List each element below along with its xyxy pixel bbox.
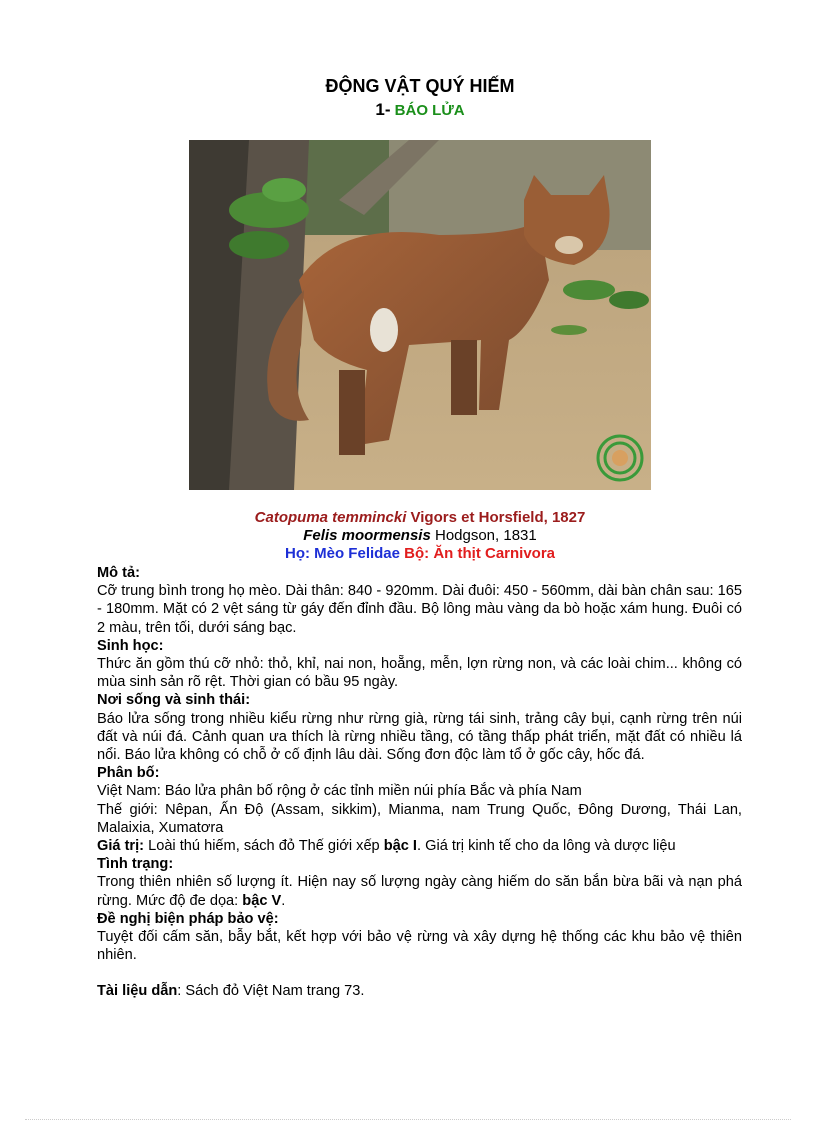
reference-text: : Sách đỏ Việt Nam trang 73. [177,983,365,1000]
scientific-name-synonym [0,527,816,544]
distribution-world: Thế giới: Nêpan, Ấn Độ (Assam, sikkim), Mianma, nam Trung Quốc, Đông Dương, Thái Lan, Malaixia, Xumatơra [97,801,742,836]
status-paragraph [97,873,742,909]
protection-text: Tuyệt đối cấm săn, bẫy bắt, kết hợp với bảo vệ rừng và xây dựng hệ thống các khu bảo vệ thiên nhiên. [97,929,742,964]
species-number: 1- [375,100,391,119]
order-label: Bộ: Ăn thịt Carnivora [404,545,556,562]
species-heading [0,100,816,120]
status-level: bậc V [242,892,282,909]
page-footer-divider [25,1119,791,1120]
synonym-italic: Felis moormensis [303,527,431,544]
description-text: Cỡ trung bình trong họ mèo. Dài thân: 840 - 920mm. Dài đuôi: 450 - 560mm, dài bàn chân sau: 165 - 180mm. Mặt có 2 vệt sáng từ gáy đến đỉnh đầu. Bộ lông màu vàng da bò hoặc xám hung. Đuôi có 2 màu, trên tối, dưới sáng bạc. [97,583,742,636]
reference-heading: Tài liệu dẫn [97,983,178,1000]
status-text-before: Trong thiên nhiên số lượng ít. Hiện nay số lượng ngày càng hiếm do săn bắn bừa bãi và nạn phá rừng. Mức độ đe dọa: [97,874,742,909]
synonym-author: Hodgson, 1831 [434,527,537,544]
protection-heading: Đề nghị biện pháp bảo vệ: [97,910,279,927]
biology-heading: Sinh học: [97,637,164,654]
value-text-before: Loài thú hiếm, sách đỏ Thế giới xếp [144,838,384,855]
species-name: BÁO LỬA [394,102,465,119]
species-details [97,564,742,1001]
value-paragraph [97,837,742,855]
scientific-name-primary [0,509,816,526]
habitat-text: Báo lửa sống trong nhiều kiểu rừng như rừng già, rừng tái sinh, trảng cây bụi, cạnh rừng trên núi đất và núi đá. Cảnh quan ưa thích là rừng nhiều tầng, có tầng thấp phát triển, mặt đất có nhiều lá nổi. Báo lửa không có chỗ ở cố định lâu dài. Sống đơn độc làm tổ ở gốc cây, hốc đá. [97,710,742,764]
scientific-name-author: Vigors et Horsfield, 1827 [410,509,586,526]
habitat-heading: Nơi sống và sinh thái: [97,692,251,709]
asian-golden-cat-photo [189,140,651,490]
scientific-name-italic: Catopuma temmincki [254,509,407,526]
value-text-after: . Giá trị kinh tế cho da lông và dược liệu [417,838,676,855]
value-rank: bậc I [383,838,417,855]
family-label: Họ: Mèo Felidae [284,545,400,562]
distribution-heading: Phân bố: [97,765,160,782]
page-title: ĐỘNG VẬT QUÝ HIẾM [325,76,515,96]
status-heading: Tình trạng: [97,856,174,873]
status-text-after: . [281,892,286,909]
reference-paragraph [97,982,742,1000]
camera-watermark-icon [598,436,642,480]
value-heading: Giá trị: [97,838,145,855]
description-heading: Mô tả: [97,565,140,581]
taxonomy-line [0,545,816,562]
biology-text: Thức ăn gồm thú cỡ nhỏ: thỏ, khỉ, nai non, hoẵng, mễn, lợn rừng non, và các loài chim... không có mùa sinh sản rõ rệt. Thời gian có bầu 95 ngày. [97,656,742,691]
distribution-vietnam: Việt Nam: Báo lửa phân bố rộng ở các tỉnh miền núi phía Bắc và phía Nam [97,783,582,800]
